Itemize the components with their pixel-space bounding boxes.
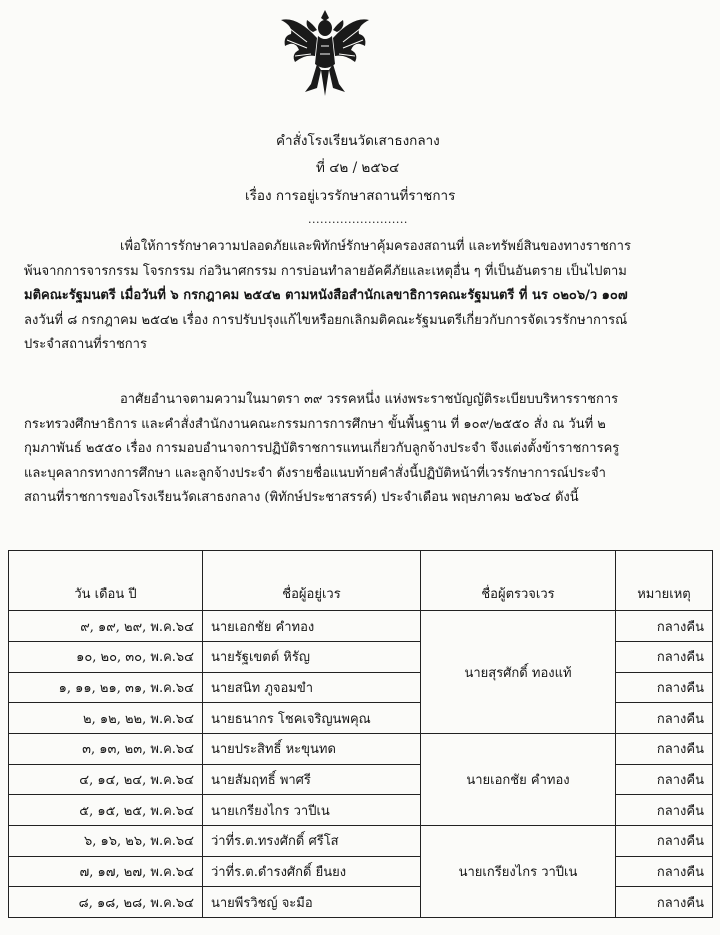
paragraph-line: อาศัยอำนาจตามความในมาตรา ๓๙ วรรคหนึ่ง แห่งพระราชบัญญัติระเบียบบริหารราชการ (120, 392, 619, 407)
paragraph-line: ประจำสถานที่ราชการ (24, 337, 147, 352)
paragraph-authority (24, 388, 696, 511)
duty-officer-cell: นายเกรียงไกร วาปีเน (203, 795, 421, 826)
remark-cell: กลางคืน (616, 641, 713, 672)
order-subject: เรื่อง การอยู่เวรรักษาสถานที่ราชการ (245, 188, 456, 204)
remark-cell: กลางคืน (616, 795, 713, 826)
date-cell: ๖, ๑๖, ๒๖, พ.ค.๖๔ (9, 825, 203, 856)
remark-cell: กลางคืน (616, 764, 713, 795)
order-number: ที่ ๔๒ / ๒๕๖๔ (316, 160, 400, 176)
date-cell: ๙, ๑๙, ๒๙, พ.ค.๖๔ (9, 611, 203, 642)
paragraph-line: กระทรวงศึกษาธิการ และคำสั่งสำนักงานคณะกรรมการการศึกษา ขั้นพื้นฐาน ที่ ๑๐๙/๒๕๕๐ สั่ง ณ วันที่ ๒ (24, 416, 606, 432)
table-row (9, 825, 713, 856)
duty-officer-cell: ว่าที่ร.ต.ทรงศักดิ์ ศรีโส (203, 825, 421, 856)
date-cell: ๒, ๑๒, ๒๒, พ.ค.๖๔ (9, 703, 203, 734)
duty-officer-cell: นายประสิทธิ์ หะขุนทด (203, 733, 421, 764)
date-cell: ๘, ๑๘, ๒๘, พ.ค.๖๔ (9, 887, 203, 918)
inspector-cell: นายเกรียงไกร วาปีเน (421, 825, 616, 917)
duty-officer-cell: นายสัมฤทธิ์ พาศรี (203, 764, 421, 795)
table-row (9, 611, 713, 642)
duty-officer-cell: ว่าที่ร.ต.ดำรงศักดิ์ ยืนยง (203, 856, 421, 887)
date-cell: ๗, ๑๗, ๒๗, พ.ค.๖๔ (9, 856, 203, 887)
duty-officer-cell: นายรัฐเขตต์ หิรัญ (203, 641, 421, 672)
divider: ......................... (308, 213, 408, 226)
duty-roster-table (8, 550, 713, 918)
table-row (9, 733, 713, 764)
order-title: คำสั่งโรงเรียนวัดเสาธงกลาง (276, 133, 440, 149)
paragraph-line: มติคณะรัฐมนตรี เมื่อวันที่ ๖ กรกฎาคม ๒๕๔๒ ตามหนังสือสำนักเลขาธิการคณะรัฐมนตรี ที่ นร ๐๒๐๖/ว ๑๐๗ (24, 288, 628, 303)
remark-cell: กลางคืน (616, 856, 713, 887)
table-header-row (9, 551, 713, 611)
remark-cell: กลางคืน (616, 611, 713, 642)
header-date: วัน เดือน ปี (9, 551, 203, 611)
date-cell: ๓, ๑๓, ๒๓, พ.ค.๖๔ (9, 733, 203, 764)
header-inspector: ชื่อผู้ตรวจเวร (421, 551, 616, 611)
header-duty-officer: ชื่อผู้อยู่เวร (203, 551, 421, 611)
paragraph-line: สถานที่ราชการของโรงเรียนวัดเสาธงกลาง (พิทักษ์ประชาสรรค์) ประจำเดือน พฤษภาคม ๒๕๖๔ ดังนี้ (24, 490, 579, 505)
date-cell: ๑๐, ๒๐, ๓๐, พ.ค.๖๔ (9, 641, 203, 672)
remark-cell: กลางคืน (616, 825, 713, 856)
date-cell: ๕, ๑๕, ๒๕, พ.ค.๖๔ (9, 795, 203, 826)
paragraph-line: กุมภาพันธ์ ๒๕๕๐ เรื่อง การมอบอำนาจการปฏิบัติราชการแทนเกี่ยวกับลูกจ้างประจำ จึงแต่งตั้งข้าราชการครู (24, 441, 620, 456)
inspector-cell: นายสุรศักดิ์ ทองแท้ (421, 611, 616, 734)
paragraph-line: เพื่อให้การรักษาความปลอดภัยและพิทักษ์รักษาคุ้มครองสถานที่ และทรัพย์สินของทางราชการ (120, 239, 631, 254)
date-cell: ๔, ๑๔, ๒๔, พ.ค.๖๔ (9, 764, 203, 795)
duty-officer-cell: นายธนากร โชคเจริญนพคุณ (203, 703, 421, 734)
garuda-emblem-icon (277, 6, 373, 98)
remark-cell: กลางคืน (616, 733, 713, 764)
paragraph-line: ลงวันที่ ๘ กรกฎาคม ๒๕๔๒ เรื่อง การปรับปรุงแก้ไขหรือยกเลิกมติคณะรัฐมนตรีเกี่ยวกับการจัดเวรรักษาการณ์ (24, 312, 628, 328)
duty-officer-cell: นายเอกชัย คำทอง (203, 611, 421, 642)
paragraph-line: พ้นจากการจารกรรม โจรกรรม ก่อวินาศกรรม การบ่อนทำลายอัคคีภัยและเหตุอื่น ๆ ที่เป็นอันตราย เป็นไปตาม (24, 263, 627, 279)
remark-cell: กลางคืน (616, 703, 713, 734)
paragraph-line: และบุคลากรทางการศึกษา และลูกจ้างประจำ ดังรายชื่อแนบท้ายคำสั่งนี้ปฏิบัติหน้าที่เวรรักษาการณ์ประจำ (24, 465, 606, 481)
header-remarks: หมายเหตุ (616, 551, 713, 611)
remark-cell: กลางคืน (616, 672, 713, 703)
duty-officer-cell: นายสนิท ภูจอมขำ (203, 672, 421, 703)
inspector-cell: นายเอกชัย คำทอง (421, 733, 616, 825)
remark-cell: กลางคืน (616, 887, 713, 918)
date-cell: ๑, ๑๑, ๒๑, ๓๑, พ.ค.๖๔ (9, 672, 203, 703)
duty-officer-cell: นายพีรวิชญ์ จะมือ (203, 887, 421, 918)
paragraph-purpose (24, 235, 696, 358)
